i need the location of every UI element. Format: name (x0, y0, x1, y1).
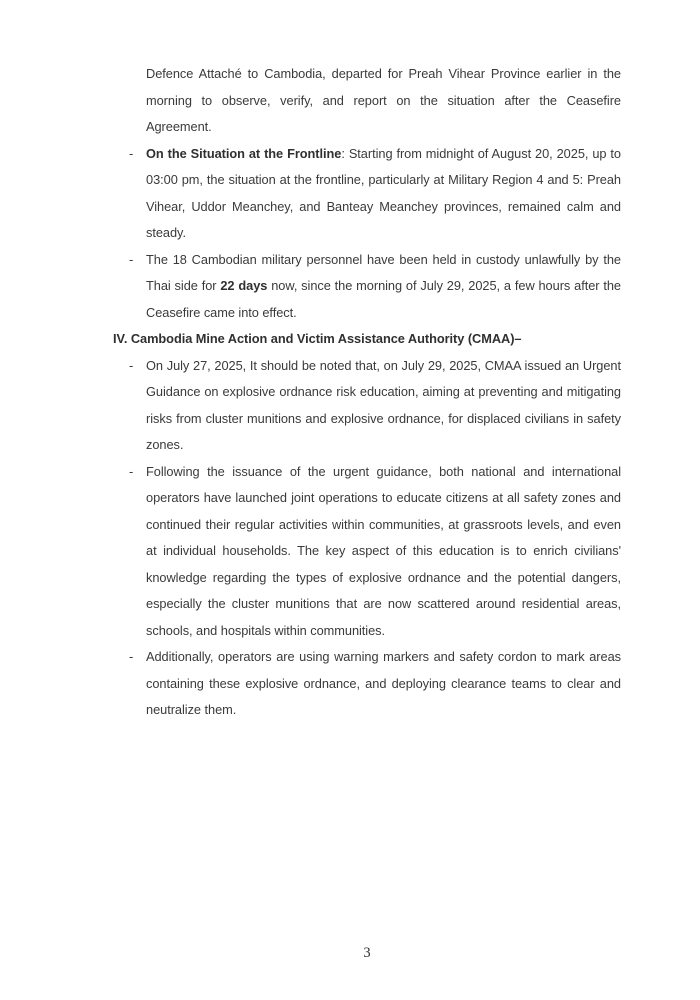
bullet-text (146, 353, 621, 459)
bullet-dash: - (129, 357, 134, 373)
text-run: Additionally, operators are using warning markers and safety cordon to mark areas containing these explosive ordnance, and deploying clearance teams to clear and neutralize them. (146, 649, 621, 717)
text-run: : Starting from midnight of August 20, 2025, up to 03:00 pm, the situation at the frontline, particularly at Military Region 4 and 5: Preah Vihear, Uddor Meanchey, and Banteay Meanchey provinces, remained calm and steady. (146, 145, 621, 240)
text-run: 22 days (220, 278, 268, 293)
text-run: The 18 Cambodian military personnel have been held in custody unlawfully by the Thai side for (146, 251, 621, 293)
bullet-text (146, 459, 621, 645)
bullet-dash: - (129, 463, 134, 479)
text-run: Defence Attaché to Cambodia, departed for Preah Vihear Province earlier in the morning to observe, verify, and report on the situation after the Ceasefire Agreement. (146, 66, 621, 134)
bullet-dash: - (129, 145, 134, 161)
bullet-item (113, 247, 621, 327)
text-run: Following the issuance of the urgent guidance, both national and international operators have launched joint operations to educate citizens at all safety zones and continued their regular activities within communities, at grassroots levels, and even at individual households. The key aspect of this education is to enrich civilians' knowledge regarding the types of explosive ordnance and the potential dangers, especially the cluster munitions that are now scattered around residential areas, schools, and hospitals within communities. (146, 463, 621, 638)
bullet-item (113, 644, 621, 724)
bullet-text (146, 247, 621, 327)
text-run: now, since the morning of July 29, 2025, a few hours after the Ceasefire came into effect. (146, 278, 621, 320)
page-number: 3 (363, 945, 371, 961)
bullet-item (113, 141, 621, 247)
bullet-dash: - (129, 251, 134, 267)
bullet-item (113, 459, 621, 645)
document-content (113, 61, 621, 724)
text-run: IV. Cambodia Mine Action and Victim Assistance Authority (CMAA)– (113, 331, 522, 346)
section-heading (113, 326, 621, 353)
text-run: On July 27, 2025, It should be noted that, on July 29, 2025, CMAA issued an Urgent Guidance on explosive ordnance risk education, aiming at preventing and mitigating risks from cluster munitions and explosive ordnance, for displaced civilians in safety zones. (146, 357, 621, 452)
text-run: On the Situation at the Frontline (146, 145, 342, 161)
bullet-text (146, 141, 621, 247)
bullet-dash: - (129, 649, 134, 664)
bullet-text (146, 644, 621, 724)
bullet-item (113, 353, 621, 459)
continuation-paragraph (146, 61, 621, 141)
